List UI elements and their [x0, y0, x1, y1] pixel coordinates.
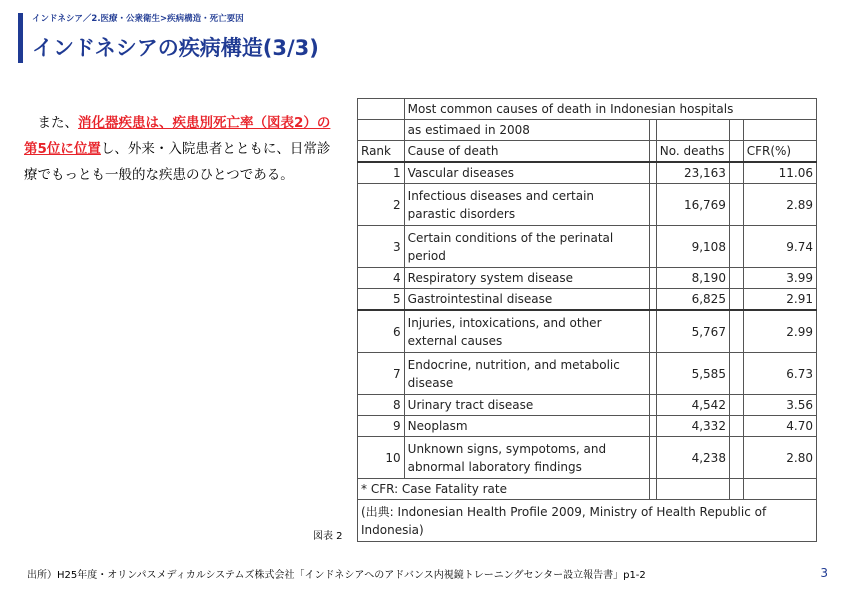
table-corner-cell [358, 99, 405, 120]
rank-cell: 10 [358, 437, 405, 479]
table-spacer-cell [656, 120, 729, 141]
cause-cell: Respiratory system disease [404, 268, 649, 289]
table-note-row [358, 479, 817, 500]
table-row [358, 162, 817, 184]
cfr-cell: 11.06 [743, 162, 816, 184]
table-spacer-cell [649, 353, 656, 395]
figure-label: 図表 2 [313, 531, 343, 542]
table-spacer-cell [729, 226, 743, 268]
body-text-pre: また、 [24, 115, 78, 131]
table-spacer-cell [729, 310, 743, 353]
table-row [358, 395, 817, 416]
table-spacer-cell [649, 268, 656, 289]
page-title: インドネシアの疾病構造(3/3) [32, 36, 319, 60]
cause-cell: Urinary tract disease [404, 395, 649, 416]
rank-cell: 8 [358, 395, 405, 416]
table-spacer-cell [649, 162, 656, 184]
table-spacer-cell [729, 120, 743, 141]
table-row [358, 353, 817, 395]
deaths-cell: 23,163 [656, 162, 729, 184]
deaths-cell: 5,585 [656, 353, 729, 395]
deaths-cell: 4,332 [656, 416, 729, 437]
body-paragraph [24, 110, 334, 188]
cause-cell: Endocrine, nutrition, and metabolic disease [404, 353, 649, 395]
table-row [358, 437, 817, 479]
cause-cell: Vascular diseases [404, 162, 649, 184]
table-spacer-cell [649, 120, 656, 141]
table-spacer-cell [729, 353, 743, 395]
table-spacer-cell [649, 184, 656, 226]
table-spacer-cell [649, 141, 656, 163]
deaths-cell: 9,108 [656, 226, 729, 268]
rank-cell: 5 [358, 289, 405, 311]
cfr-cell: 9.74 [743, 226, 816, 268]
cfr-cell: 6.73 [743, 353, 816, 395]
table-spacer-cell [649, 289, 656, 311]
cfr-cell: 2.80 [743, 437, 816, 479]
body-text-post: し、外来・入院患者とともに、日常診療でもっとも一般的な疾患のひとつである。 [24, 141, 331, 183]
page-number: 3 [820, 566, 828, 580]
table-spacer-cell [649, 416, 656, 437]
rank-cell: 6 [358, 310, 405, 353]
rank-cell: 4 [358, 268, 405, 289]
cfr-cell: 2.91 [743, 289, 816, 311]
cfr-cell: 4.70 [743, 416, 816, 437]
deaths-cell: 4,238 [656, 437, 729, 479]
footer-source: 出所）H25年度・オリンパスメディカルシステムズ株式会社「インドネシアへのアドバンス内視鏡トレーニングセンター設立報告書」p1-2 [27, 570, 646, 581]
table-spacer-cell [729, 479, 743, 500]
deaths-cell: 16,769 [656, 184, 729, 226]
cause-cell: Gastrointestinal disease [404, 289, 649, 311]
title-accent-bar [18, 13, 23, 63]
table-spacer-cell [743, 479, 816, 500]
table-row [358, 226, 817, 268]
rank-cell: 3 [358, 226, 405, 268]
table-spacer-cell [729, 437, 743, 479]
table-source: (出典: Indonesian Health Profile 2009, Ministry of Health Republic of Indonesia) [358, 500, 817, 542]
breadcrumb: インドネシア／2.医療・公衆衛生>疾病構造・死亡要因 [32, 14, 244, 24]
cause-cell: Unknown signs, sympotoms, and abnormal laboratory findings [404, 437, 649, 479]
cause-cell: Neoplasm [404, 416, 649, 437]
table-source-row [358, 500, 817, 542]
table-spacer-cell [656, 479, 729, 500]
table-row [358, 289, 817, 311]
header-rank: Rank [358, 141, 405, 163]
body-text-highlight: 消化器疾患は、疾患別死亡率（図表2）の第5位に位置 [24, 115, 331, 157]
table-spacer-cell [649, 437, 656, 479]
table-note: * CFR: Case Fatality rate [358, 479, 650, 500]
deaths-cell: 4,542 [656, 395, 729, 416]
header-cfr: CFR(%) [743, 141, 816, 163]
rank-cell: 7 [358, 353, 405, 395]
table-row [358, 184, 817, 226]
rank-cell: 2 [358, 184, 405, 226]
deaths-cell: 5,767 [656, 310, 729, 353]
table-spacer-cell [649, 395, 656, 416]
cause-cell: Infectious diseases and certain parastic disorders [404, 184, 649, 226]
cfr-cell: 3.56 [743, 395, 816, 416]
deaths-cell: 8,190 [656, 268, 729, 289]
death-causes-table [357, 98, 817, 542]
table-spacer-cell [729, 268, 743, 289]
cfr-cell: 2.89 [743, 184, 816, 226]
table-spacer-cell [729, 416, 743, 437]
header-cause: Cause of death [404, 141, 649, 163]
table-spacer-cell [743, 120, 816, 141]
table-spacer-cell [729, 162, 743, 184]
deaths-cell: 6,825 [656, 289, 729, 311]
table-spacer-cell [649, 479, 656, 500]
rank-cell: 9 [358, 416, 405, 437]
table-corner-cell [358, 120, 405, 141]
cause-cell: Injuries, intoxications, and other external causes [404, 310, 649, 353]
cfr-cell: 3.99 [743, 268, 816, 289]
table-spacer-cell [729, 184, 743, 226]
table-spacer-cell [649, 226, 656, 268]
table-row [358, 268, 817, 289]
table-spacer-cell [729, 395, 743, 416]
table-spacer-cell [729, 141, 743, 163]
header-deaths: No. deaths [656, 141, 729, 163]
cfr-cell: 2.99 [743, 310, 816, 353]
table-title-line2: as estimaed in 2008 [404, 120, 649, 141]
rank-cell: 1 [358, 162, 405, 184]
table-row [358, 416, 817, 437]
table-row [358, 310, 817, 353]
cause-cell: Certain conditions of the perinatal period [404, 226, 649, 268]
table-title-line1: Most common causes of death in Indonesian hospitals [404, 99, 816, 120]
table-spacer-cell [729, 289, 743, 311]
table-spacer-cell [649, 310, 656, 353]
